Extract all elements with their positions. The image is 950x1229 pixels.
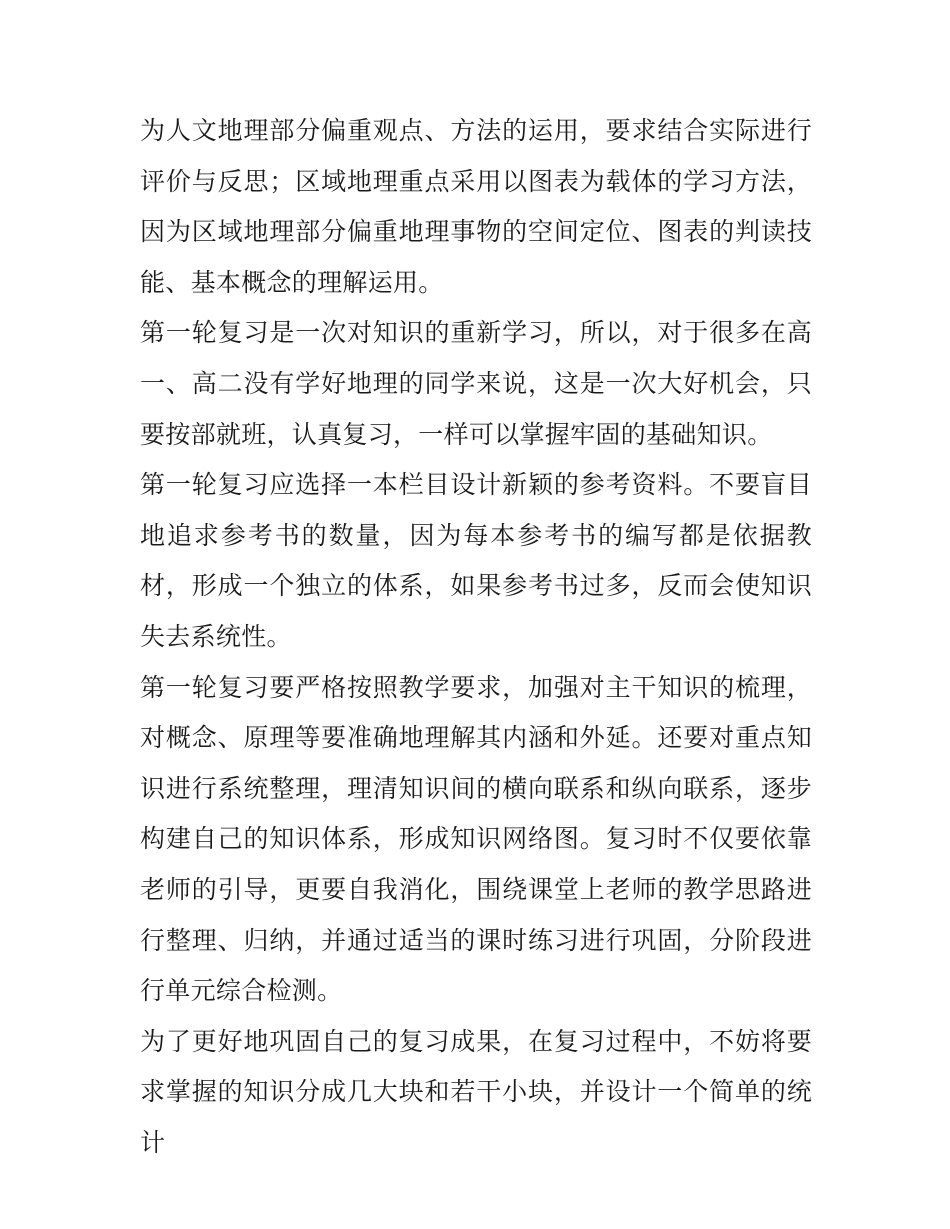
paragraph-4: 第一轮复习要严格按照教学要求，加强对主干知识的梳理，对概念、原理等要准确地理解其内涵和外延。还要对重点知识进行系统整理，理清知识间的横向联系和纵向联系，逐步构建自己的知识体系，形成知识网络图。复习时不仅要依靠老师的引导，更要自我消化，围绕课堂上老师的教学思路进行整理、归纳，并通过适当的课时练习进行巩固，分阶段进行单元综合检测。: [140, 672, 812, 1006]
paragraph-3: 第一轮复习应选择一本栏目设计新颖的参考资料。不要盲目地追求参考书的数量，因为每本参考书的编写都是依据教材，形成一个独立的体系，如果参考书过多，反而会使知识失去系统性。: [140, 470, 812, 651]
paragraph-2: 第一轮复习是一次对知识的重新学习，所以，对于很多在高一、高二没有学好地理的同学来说，这是一次大好机会，只要按部就班，认真复习，一样可以掌握牢固的基础知识。: [140, 318, 812, 449]
document-body: [140, 106, 812, 1168]
paragraph-5: 为了更好地巩固自己的复习成果，在复习过程中，不妨将要求掌握的知识分成几大块和若干小块，并设计一个简单的统计: [140, 1026, 812, 1157]
paragraph-1: 为人文地理部分偏重观点、方法的运用，要求结合实际进行评价与反思；区域地理重点采用以图表为载体的学习方法，因为区域地理部分偏重地理事物的空间定位、图表的判读技能、基本概念的理解运用。: [140, 116, 812, 297]
